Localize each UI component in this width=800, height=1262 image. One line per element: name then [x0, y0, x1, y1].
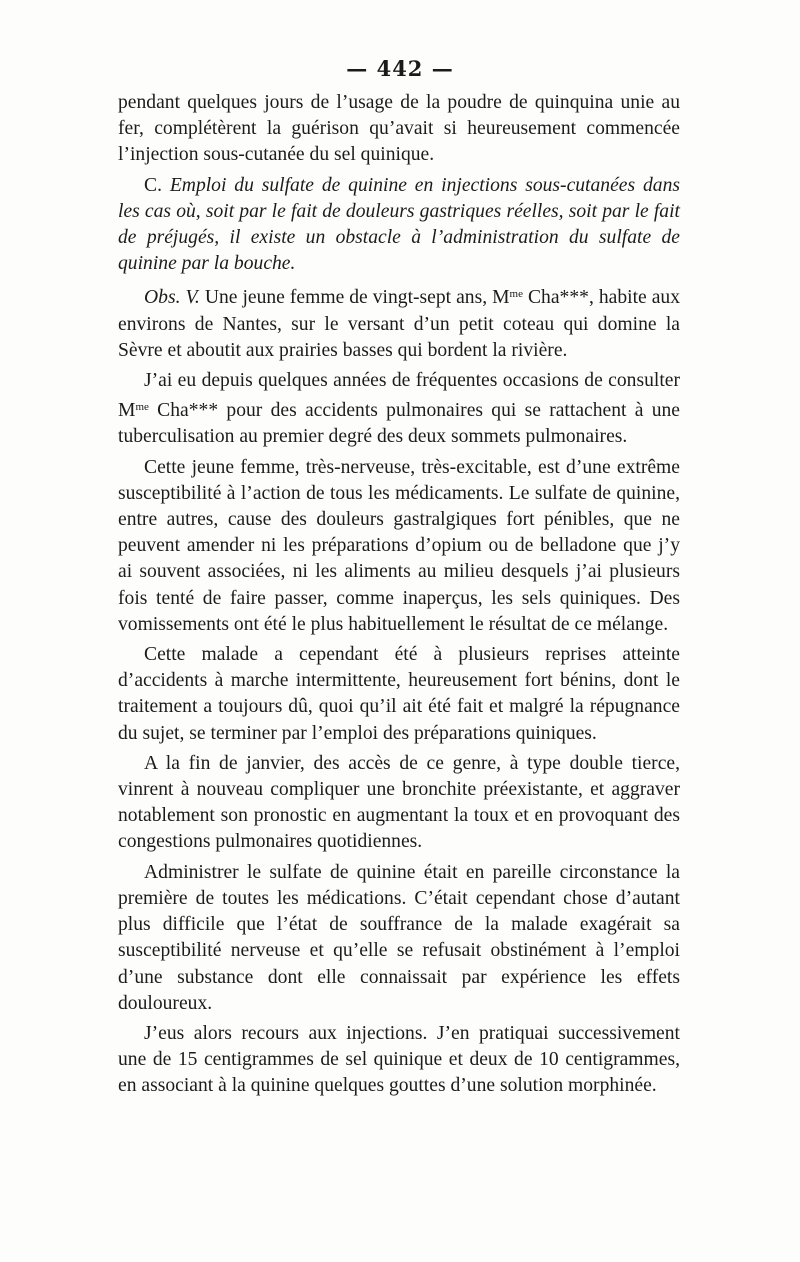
superscript-me: me	[135, 401, 149, 414]
section-label: C.	[144, 174, 162, 196]
paragraph-malade: Cette malade a cependant été à plusieurs reprises atteinte d’accidents à marche intermittente, heureusement fort bénins, dont le traitement a toujours dû, quoi qu’il ait été fait et malgré la répugnance du sujet, se terminer par l’emploi des préparations quiniques.	[118, 644, 680, 744]
paragraph-consult	[118, 368, 680, 451]
page-body	[118, 90, 680, 1100]
paragraph-nerveuse: Cette jeune femme, très-nerveuse, très-excitable, est d’une extrême susceptibilité à l’action de tous les médicaments. Le sulfate de quinine, entre autres, cause des douleurs gastralgiques fort pénibles, que ne peuvent amender ni les préparations d’opium ou de belladone que j’y ai souvent associées, ni les aliments au milieu desquels j’ai plusieurs fois tenté de faire passer, comme inaperçus, les sels quiniques. Des vomissements ont été le plus habituellement le résultat de ce mélange.	[118, 456, 680, 635]
observation-text-start: Une jeune femme de vingt-sept ans, M	[204, 287, 510, 309]
paragraph-continuation: pendant quelques jours de l’usage de la poudre de quinquina unie au fer, complétèrent la guérison qu’avait si heureusement commencée l’injection sous-cutanée du sel quinique.	[118, 92, 680, 166]
page-number: — 442 —	[346, 56, 454, 81]
observation-v	[118, 281, 680, 364]
paragraph-administrer: Administrer le sulfate de quinine était en pareille circonstance la première de toutes les médications. C’était cependant chose d’autant plus difficile que l’état de souffrance de la malade exagérait sa susceptibilité nerveuse et qu’elle se refusait obstinément à l’emploi d’une substance dont elle connaissait par expérience les effets douloureux.	[118, 861, 680, 1014]
section-heading-c	[118, 173, 680, 278]
paragraph-consult-start: J’ai eu depuis quelques années de fréquentes occasions de consulter M	[118, 370, 680, 422]
paragraph-janvier: A la fin de janvier, des accès de ce genre, à type double tierce, vinrent à nouveau compliquer une bronchite préexistante, et aggraver notablement son pronostic en augmentant la toux et en provoquant des congestions pulmonaires quotidiennes.	[118, 752, 680, 853]
paragraph-injections: J’eus alors recours aux injections. J’en pratiquai successivement une de 15 centigrammes de sel quinique et deux de 10 centigrammes, en associant à la quinine quelques gouttes d’une solution morphinée.	[118, 1022, 680, 1097]
paragraph-consult-end: Cha*** pour des accidents pulmonaires qui se rattachent à une tuberculisation au premier degré des deux sommets pulmonaires.	[118, 400, 680, 448]
observation-text-end: Cha***, habite aux environs de Nantes, sur le versant d’un petit coteau qui domine la Sèvre et aboutit aux prairies basses qui bordent la rivière.	[118, 287, 680, 361]
observation-label: Obs. V.	[144, 287, 200, 309]
section-title: Emploi du sulfate de quinine en injections sous-cutanées dans les cas où, soit par le fait de douleurs gastriques réelles, soit par le fait de préjugés, il existe un obstacle à l’administration du sulfate de quinine par la bouche.	[118, 174, 680, 275]
superscript-me: me	[509, 288, 523, 301]
